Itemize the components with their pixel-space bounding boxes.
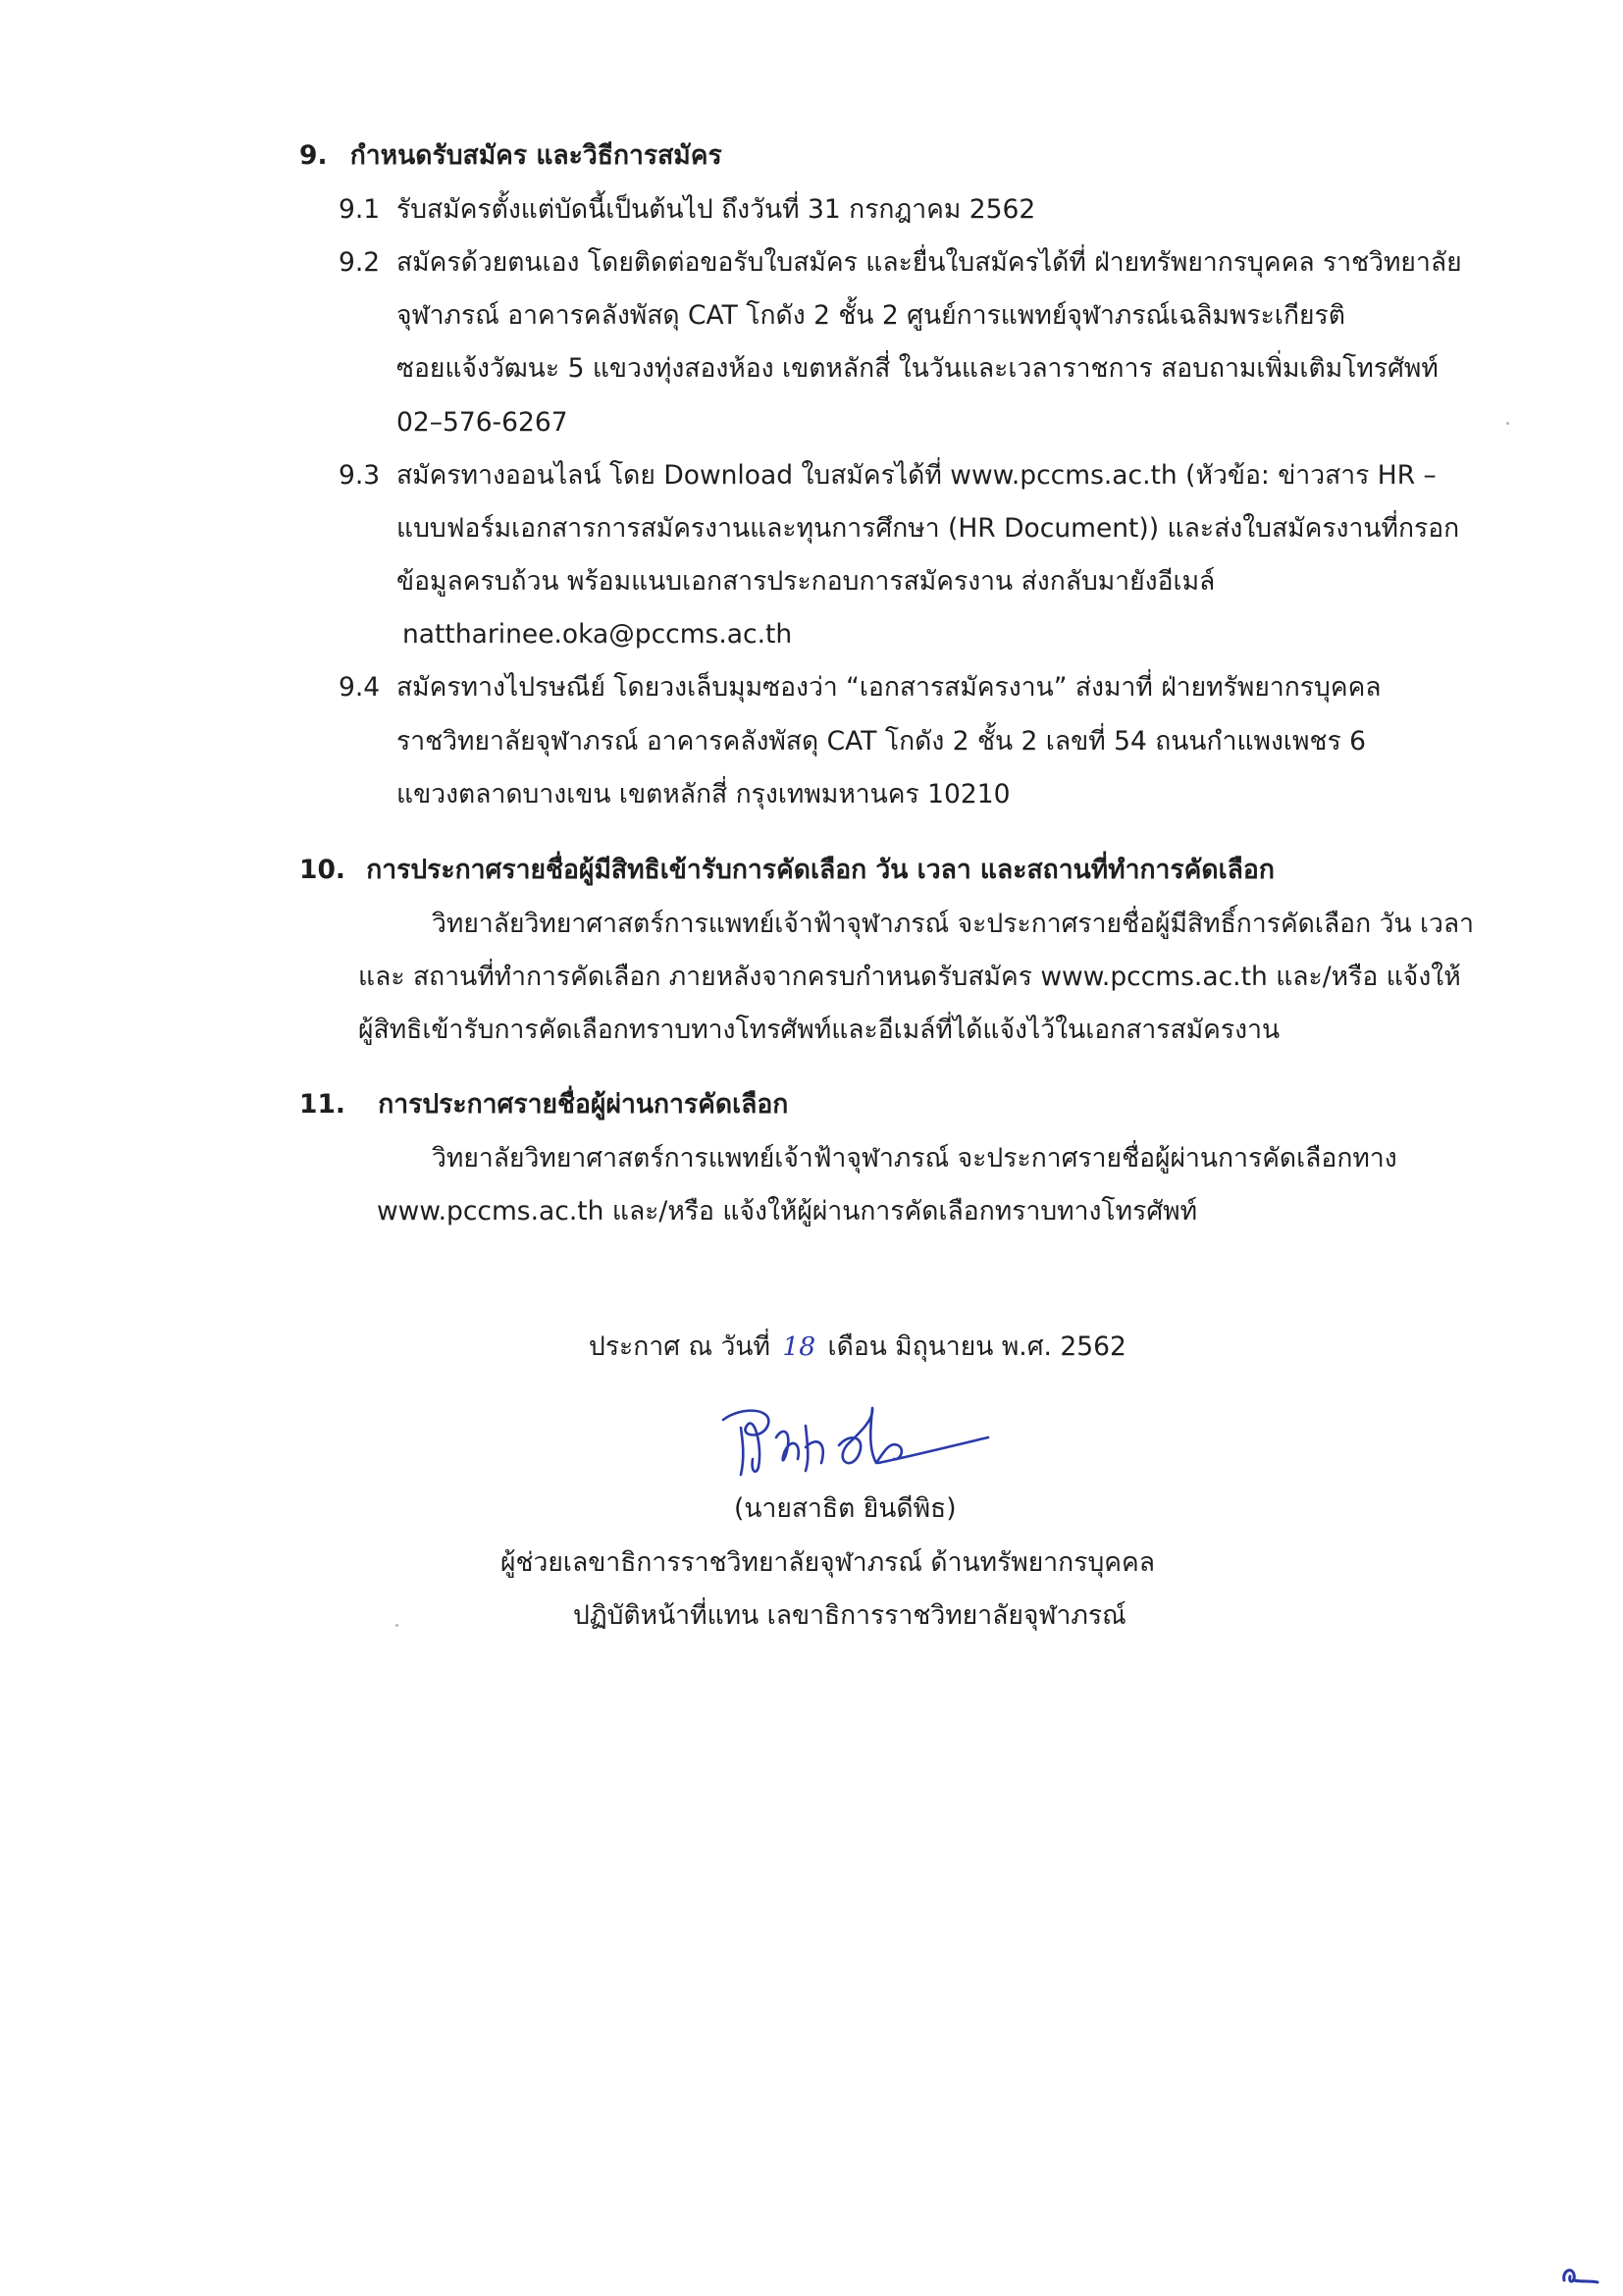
- section-11-line-2: www.pccms.ac.th และ/หรือ แจ้งให้ผู้ผ่านการคัดเลือกทราบทางโทรศัพท์: [377, 1196, 1198, 1226]
- signatory-name: (นายสาธิต ยินดีพิธ): [734, 1493, 957, 1524]
- scan-speck: [1506, 422, 1509, 425]
- section-9-number: 9.: [299, 140, 328, 171]
- section-10-title: การประกาศรายชื่อผู้มีสิทธิเข้ารับการคัดเลือก วัน เวลา และสถานที่ทำการคัดเลือก: [366, 855, 1275, 885]
- announcement-prefix: ประกาศ ณ วันที่: [589, 1331, 770, 1362]
- section-10-line-1: วิทยาลัยวิทยาศาสตร์การแพทย์เจ้าฟ้าจุฬาภรณ์ จะประกาศรายชื่อผู้มีสิทธิ์การคัดเลือก วัน เวลา: [432, 909, 1475, 939]
- signatory-title-2: ปฏิบัติหน้าที่แทน เลขาธิการราชวิทยาลัยจุฬาภรณ์: [573, 1600, 1126, 1631]
- section-9-title: กำหนดรับสมัคร และวิธีการสมัคร: [349, 140, 722, 171]
- item-9-3-number: 9.3: [339, 460, 381, 491]
- announcement-date: [589, 1330, 1126, 1365]
- item-9-4-line-3: แขวงตลาดบางเขน เขตหลักสี่ กรุงเทพมหานคร 10210: [396, 779, 1011, 809]
- section-9-heading: [299, 138, 722, 174]
- section-10-line-3: ผู้สิทธิเข้ารับการคัดเลือกทราบทางโทรศัพท์และอีเมล์ที่ได้แจ้งไว้ในเอกสารสมัครงาน: [358, 1015, 1281, 1045]
- scan-speck: [395, 1624, 398, 1627]
- section-10-heading: [299, 853, 1275, 888]
- item-9-3-email: nattharinee.oka@pccms.ac.th: [402, 619, 793, 650]
- item-9-4-number: 9.4: [339, 672, 381, 703]
- item-9-2-line-1: สมัครด้วยตนเอง โดยติดต่อขอรับใบสมัคร และยื่นใบสมัครได้ที่ ฝ่ายทรัพยากรบุคคล ราชวิทยาลัย: [396, 247, 1462, 278]
- section-11-line-1: วิทยาลัยวิทยาศาสตร์การแพทย์เจ้าฟ้าจุฬาภรณ์ จะประกาศรายชื่อผู้ผ่านการคัดเลือกทาง: [432, 1143, 1397, 1174]
- item-9-3-line-3: ข้อมูลครบถ้วน พร้อมแนบเอกสารประกอบการสมัครงาน ส่งกลับมายังอีเมล์: [396, 566, 1216, 597]
- item-9-1-number: 9.1: [339, 194, 381, 225]
- item-9-2-line-4: 02–576-6267: [396, 407, 568, 438]
- section-11-number: 11.: [299, 1089, 345, 1120]
- signatory-title-1: ผู้ช่วยเลขาธิการราชวิทยาลัยจุฬาภรณ์ ด้านทรัพยากรบุคคล: [500, 1547, 1155, 1578]
- item-9-3-line-1: สมัครทางออนไลน์ โดย Download ใบสมัครได้ที่ www.pccms.ac.th (หัวข้อ: ข่าวสาร HR –: [396, 460, 1437, 491]
- item-9-3-line-2: แบบฟอร์มเอกสารการสมัครงานและทุนการศึกษา (HR Document)) และส่งใบสมัครงานที่กรอก: [396, 513, 1460, 544]
- item-9-2-number: 9.2: [339, 247, 381, 278]
- item-9-2-line-2: จุฬาภรณ์ อาคารคลังพัสดุ CAT โกดัง 2 ชั้น 2 ศูนย์การแพทย์จุฬาภรณ์เฉลิมพระเกียรติ: [396, 300, 1345, 331]
- section-11-title: การประกาศรายชื่อผู้ผ่านการคัดเลือก: [378, 1089, 789, 1120]
- handwritten-signature: [711, 1398, 996, 1487]
- section-10-line-2: และ สถานที่ทำการคัดเลือก ภายหลังจากครบกำหนดรับสมัคร www.pccms.ac.th และ/หรือ แจ้งให้: [358, 962, 1461, 992]
- handwritten-day: 18: [782, 1331, 816, 1362]
- item-9-4-line-2: ราชวิทยาลัยจุฬาภรณ์ อาคารคลังพัสดุ CAT โกดัง 2 ชั้น 2 เลขที่ 54 ถนนกำแพงเพชร 6: [396, 726, 1366, 757]
- section-10-number: 10.: [299, 855, 345, 885]
- page-number-mark: [1558, 2263, 1601, 2288]
- section-11-heading: [299, 1087, 788, 1122]
- item-9-4-line-1: สมัครทางไปรษณีย์ โดยวงเล็บมุมซองว่า “เอกสารสมัครงาน” ส่งมาที่ ฝ่ายทรัพยากรบุคคล: [396, 672, 1382, 703]
- item-9-2-line-3: ซอยแจ้งวัฒนะ 5 แขวงทุ่งสองห้อง เขตหลักสี่ ในวันและเวลาราชการ สอบถามเพิ่มเติมโทรศัพท์: [396, 353, 1439, 384]
- item-9-1-text: รับสมัครตั้งแต่บัดนี้เป็นต้นไป ถึงวันที่ 31 กรกฎาคม 2562: [396, 194, 1036, 225]
- announcement-suffix: เดือน มิถุนายน พ.ศ. 2562: [827, 1331, 1126, 1362]
